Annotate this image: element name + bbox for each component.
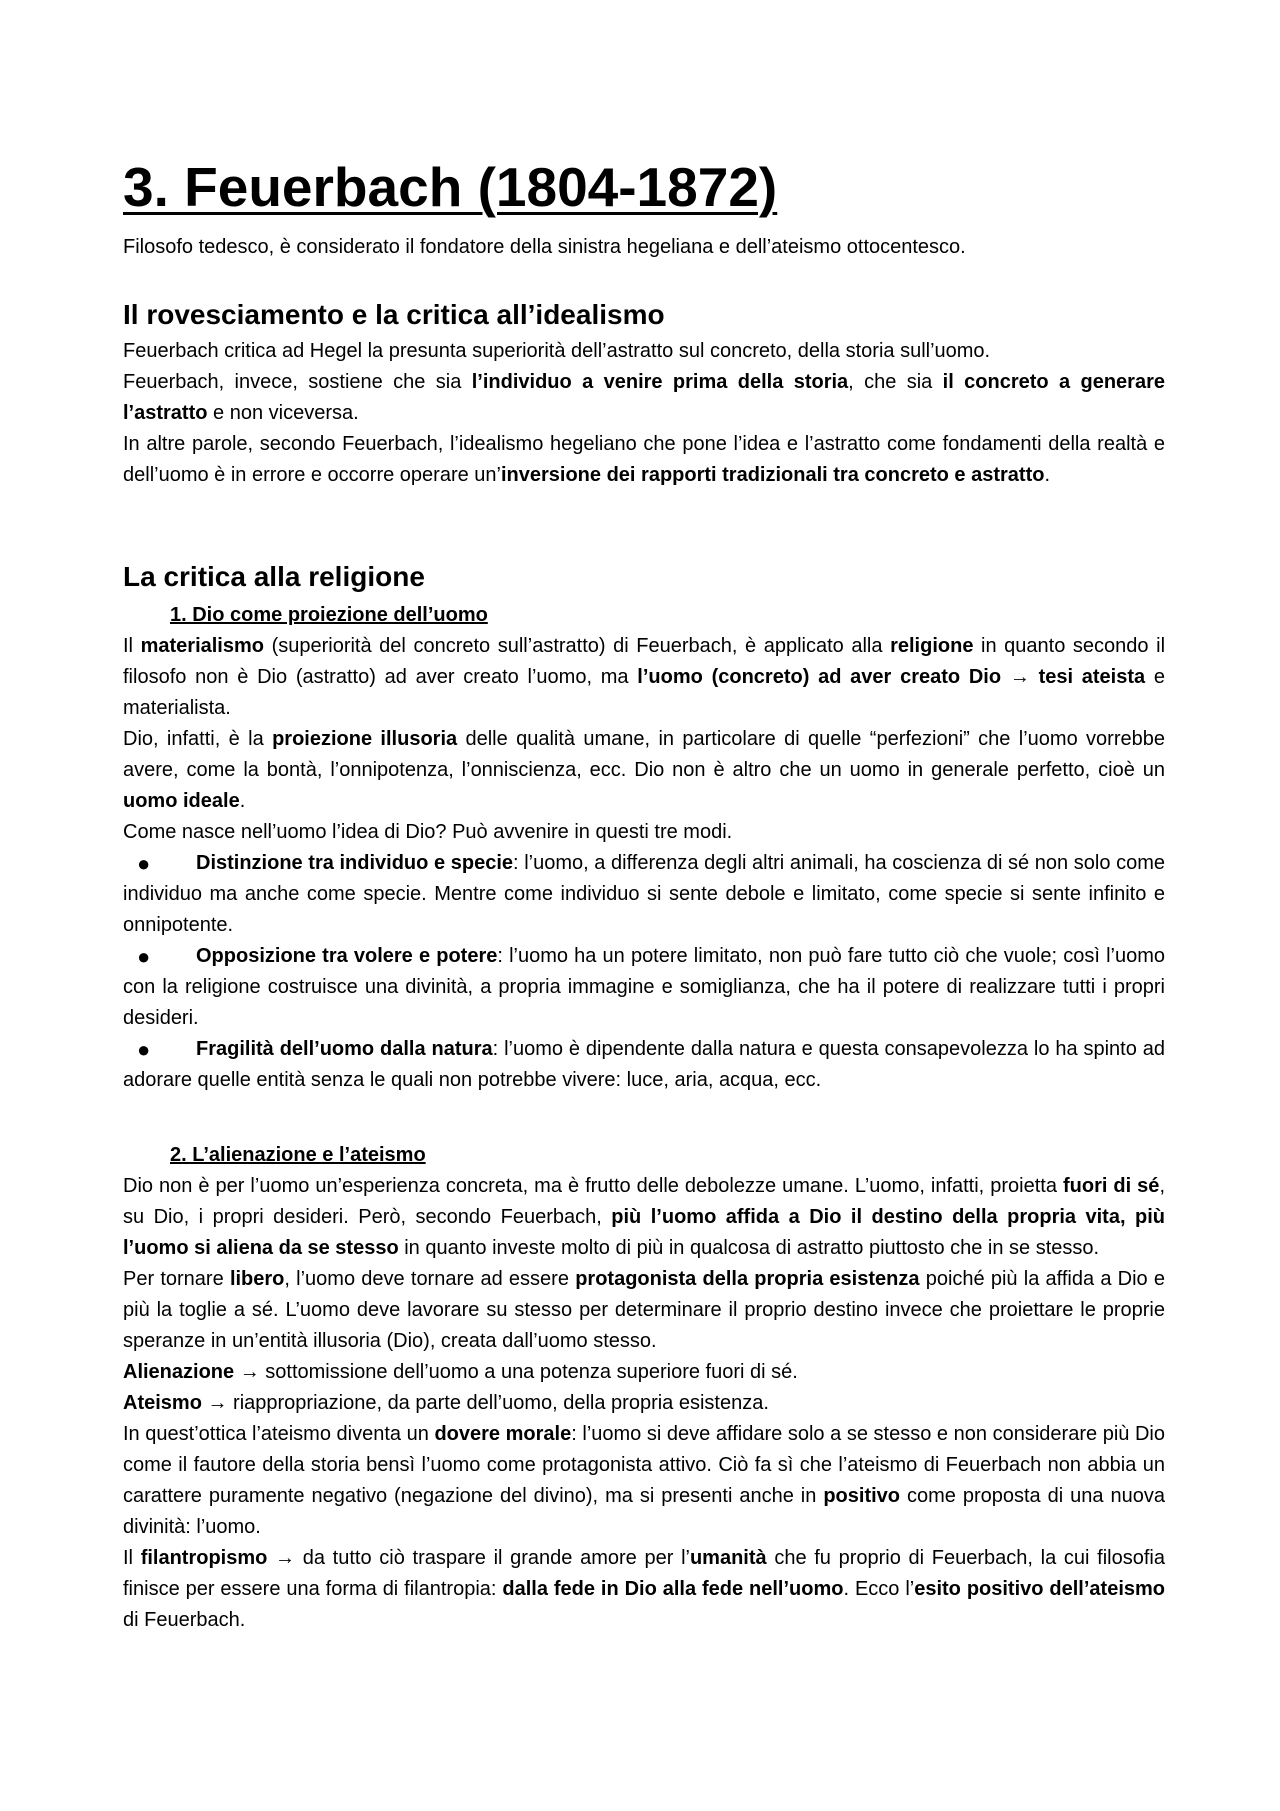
arrow-icon: → (1001, 666, 1039, 688)
bullet-icon: ● (137, 1037, 151, 1062)
paragraph: Feuerbach, invece, sostiene che sia l’individuo a venire prima della storia, che sia il concreto a generare l’astratto e non viceversa. (123, 371, 1165, 424)
section-idealismo-body (123, 336, 1165, 491)
section-heading-religione: La critica alla religione (123, 561, 425, 592)
arrow-icon: → (201, 1392, 234, 1414)
paragraph: Il materialismo (superiorità del concreto sull’astratto) di Feuerbach, è applicato alla religione in quanto secondo il filosofo non è Dio (astratto) ad aver creato l’uomo, ma l’uomo (concreto) ad aver creato Dio → tesi ateista e materialista. (123, 635, 1166, 719)
bullet-icon: ● (137, 944, 151, 969)
list-item: ● Opposizione tra volere e potere: l’uomo ha un potere limitato, non può fare tutto ciò che vuole; così l’uomo con la religione costruisce una divinità, a propria immagine e somiglianza, che ha il potere di realizzare tutti i propri desideri. (123, 941, 1165, 1034)
paragraph: Dio non è per l’uomo un’esperienza concreta, ma è frutto delle debolezze umane. L’uomo, infatti, proietta fuori di sé, su Dio, i propri desideri. Però, secondo Feuerbach, più l’uomo affida a Dio il destino della propria vita, più l’uomo si aliena da se stesso in quanto investe molto di più in qualcosa di astratto piuttosto che in se stesso. (123, 1175, 1165, 1259)
paragraph: Il filantropismo → da tutto ciò traspare il grande amore per l’umanità che fu proprio di Feuerbach, la cui filosofia finisce per essere una forma di filantropia: dalla fede in Dio alla fede nell’uomo. Ecco l’esito positivo dell’ateismo di Feuerbach. (123, 1547, 1165, 1631)
paragraph: Dio, infatti, è la proiezione illusoria delle qualità umane, in particolare di quelle “perfezioni” che l’uomo vorrebbe avere, come la bontà, l’onnipotenza, l’onniscienza, ecc. Dio non è altro che un uomo in generale perfetto, cioè un uomo ideale. (123, 728, 1165, 812)
paragraph: Per tornare libero, l’uomo deve tornare ad essere protagonista della propria esistenza poiché più la affida a Dio e più la toglie a sé. L’uomo deve lavorare su stesso per determinare il proprio destino invece che proiettare le proprie speranze in un’entità illusoria (Dio), creata dall’uomo stesso. (123, 1268, 1166, 1352)
subsection-heading-alienazione: 2. L’alienazione e l’ateismo (170, 1144, 426, 1166)
paragraph: In altre parole, secondo Feuerbach, l’idealismo hegeliano che pone l’idea e l’astratto come fondamenti della realtà e dell’uomo è in errore e occorre operare un’inversione dei rapporti tradizionali tra concreto e astratto. (123, 433, 1165, 486)
arrow-icon: → (234, 1361, 266, 1383)
paragraph: In quest’ottica l’ateismo diventa un dovere morale: l’uomo si deve affidare solo a se stesso e non considerare più Dio come il fautore della storia bensì l’uomo come protagonista attivo. Ciò fa sì che l’ateismo di Feuerbach non abbia un carattere puramente negativo (negazione del divino), ma si presenti anche in positivo come proposta di una nuova divinità: l’uomo. (123, 1423, 1166, 1538)
subsection-alienazione-body (123, 1171, 1165, 1636)
paragraph: Feuerbach critica ad Hegel la presunta superiorità dell’astratto sul concreto, della storia sull’uomo. (123, 340, 991, 362)
page-title: 3. Feuerbach (1804-1872) (123, 156, 778, 218)
section-heading-idealismo: Il rovesciamento e la critica all’idealismo (123, 299, 665, 330)
paragraph: Ateismo → riappropriazione, da parte dell’uomo, della propria esistenza. (123, 1392, 769, 1414)
list-item: ● Distinzione tra individuo e specie: l’uomo, a differenza degli altri animali, ha coscienza di sé non solo come individuo ma anche come specie. Mentre come individuo si sente debole e limitato, come specie si sente infinito e onnipotente. (123, 848, 1165, 941)
paragraph: Alienazione → sottomissione dell’uomo a una potenza superiore fuori di sé. (123, 1361, 798, 1383)
paragraph: Come nasce nell’uomo l’idea di Dio? Può avvenire in questi tre modi. (123, 821, 733, 843)
subsection-heading-proiezione: 1. Dio come proiezione dell’uomo (170, 604, 488, 626)
arrow-icon: → (267, 1547, 303, 1569)
list-item: ● Fragilità dell’uomo dalla natura: l’uomo è dipendente dalla natura e questa consapevolezza lo ha spinto ad adorare quelle entità senza le quali non potrebbe vivere: luce, aria, acqua, ecc. (123, 1034, 1165, 1096)
page-subtitle: Filosofo tedesco, è considerato il fondatore della sinistra hegeliana e dell’ateismo ottocentesco. (123, 236, 966, 258)
bullet-icon: ● (137, 851, 151, 876)
subsection-proiezione-body (123, 631, 1165, 1096)
